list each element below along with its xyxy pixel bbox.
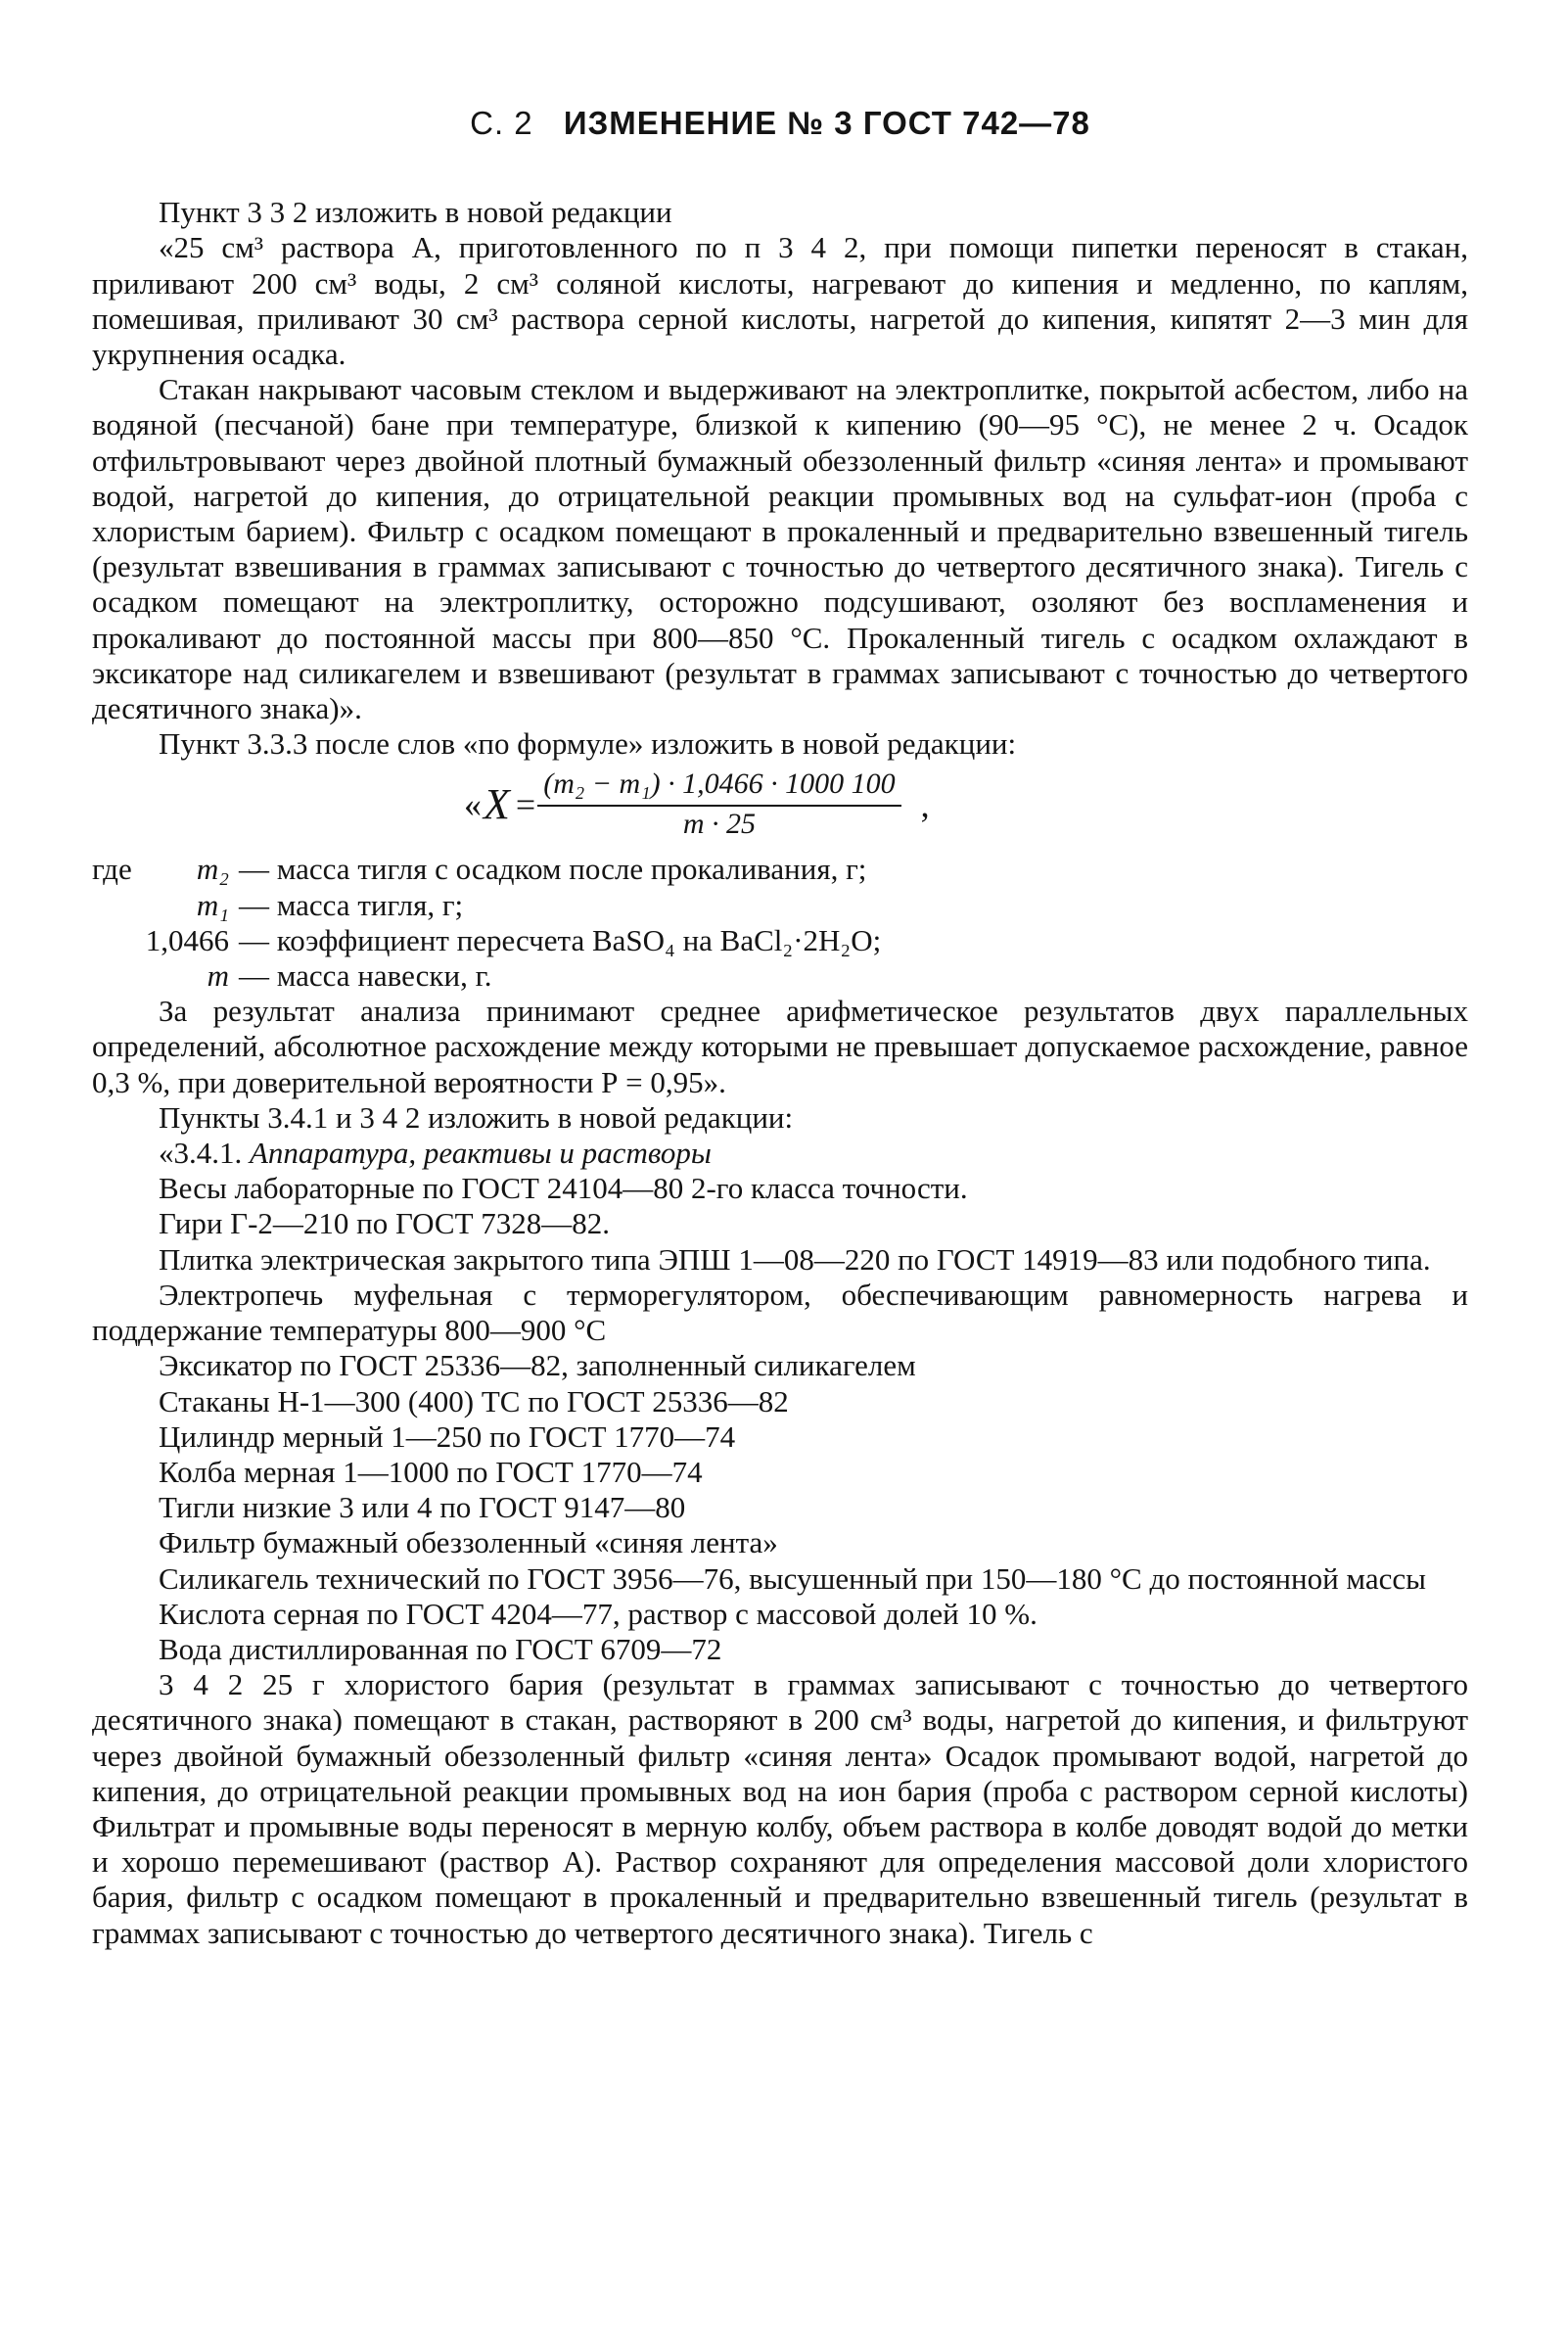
definition-symbol: 1,0466 — [145, 922, 229, 957]
page-title: ИЗМЕНЕНИЕ № 3 ГОСТ 742—78 — [563, 105, 1090, 141]
formula-denominator: m · 25 — [682, 808, 756, 841]
definition-row — [92, 923, 1468, 958]
definition-symbol: m — [207, 958, 229, 994]
equipment-list — [92, 1171, 1468, 1667]
definition-text: — масса тигля, г; — [239, 887, 464, 922]
page-number: С. 2 — [470, 105, 533, 141]
formula-fraction — [537, 767, 900, 842]
formula-trailing-comma: , — [920, 785, 930, 825]
list-item: Стаканы Н-1—300 (400) ТС по ГОСТ 25336—82 — [159, 1383, 789, 1418]
formula-block — [92, 762, 1468, 852]
definition-text: — коэффициент пересчета BaSO₄ на BaCl₂·2H₂O; — [239, 922, 882, 957]
paragraph-procedure-2: Стакан накрывают часовым стеклом и выдерживают на электроплитке, покрытой асбестом, либо на водяной (песчаной) бане при температуре, близкой к кипению (90—95 °С), не менее 2 ч. Осадок отфильтровывают через двойной плотный бумажный обеззоленный фильтр «синяя лента» и промывают водой, нагретой до кипения, до отрицательной реакции промывных вод на сульфат-ион (проба с хлористым барием). Фильтр с осадком помещают в прокаленный и предварительно взвешенный тигель (результат взвешивания в граммах записывают с точностью до четвертого десятичного знака). Тигель с осадком помещают на электроплитку, осторожно подсушивают, озоляют без воспламенения и прокаливают до постоянной массы при 800—850 °С. Прокаленный тигель с осадком охлаждают в эксикаторе над силикагелем и взвешивают (результат в граммах записывают с точностью до четвертого десятичного знака)». — [92, 372, 1468, 726]
section-title: Аппаратура, реактивы и растворы — [250, 1136, 712, 1171]
formula-open-quote: « — [464, 785, 482, 825]
list-item: Весы лабораторные по ГОСТ 24104—80 2-го класса точности. — [159, 1171, 968, 1206]
definition-row: где m₂ — масса тигля с осадком после прокаливания, г; — [92, 852, 1468, 887]
list-item: Эксикатор по ГОСТ 25336—82, заполненный силикагелем — [159, 1348, 916, 1383]
list-item: Цилиндр мерный 1—250 по ГОСТ 1770—74 — [159, 1418, 736, 1454]
formula-lhs: X — [484, 780, 510, 829]
paragraph-items-341-342: Пункты 3.4.1 и 3 4 2 изложить в новой редакции: — [159, 1099, 794, 1135]
paragraph-item-342: 3 4 2 25 г хлористого бария (результат в граммах записывают с точностью до четвертого десятичного знака) помещают в стакан, растворяют в 200 см³ воды, нагретой до кипения, и фильтруют через двойной бумажный обеззоленный фильтр «синяя лента» Осадок промывают водой, нагретой до кипения, до отрицательной реакции промывных вод на ион бария (проба с раствором серной кислоты) Фильтрат и промывные воды переносят в мерную колбу, объем раствора в колбе доводят водой до метки и хорошо перемешивают (раствор А). Раствор сохраняют для определения массовой доли хлористого бария, фильтр с осадком помещают в прокаленный и предварительно взвешенный тигель (результат в граммах записывают с точностью до четвертого десятичного знака). Тигель с — [92, 1667, 1468, 1950]
list-item: Колба мерная 1—1000 по ГОСТ 1770—74 — [159, 1454, 703, 1489]
definition-symbol: m₁ — [196, 887, 229, 922]
list-item: Кислота серная по ГОСТ 4204—77, раствор с массовой долей 10 %. — [159, 1596, 1038, 1631]
list-item: Электропечь муфельная с терморегулятором, обеспечивающим равномерность нагрева и поддержание температуры 800—900 °С — [92, 1277, 1468, 1348]
paragraph-result: За результат анализа принимают среднее арифметическое результатов двух параллельных определений, абсолютное расхождение между которыми не превышает допускаемое расхождение, равное 0,3 %, при доверительной вероятности Р = 0,95». — [92, 994, 1468, 1099]
definition-text: — масса тигля с осадком после прокаливания, г; — [239, 852, 867, 887]
definition-text: — масса навески, г. — [239, 958, 492, 994]
formula-equals: = — [515, 785, 536, 825]
list-item: Тигли низкие 3 или 4 по ГОСТ 9147—80 — [159, 1490, 686, 1525]
list-item: Силикагель технический по ГОСТ 3956—76, высушенный при 150—180 °С до постоянной массы — [159, 1560, 1426, 1596]
list-item: Плитка электрическая закрытого типа ЭПШ 1—08—220 по ГОСТ 14919—83 или подобного типа. — [159, 1241, 1431, 1277]
formula-numerator: (m₂ − m₁) · 1,0466 · 1000 100 — [537, 767, 900, 807]
paragraph-item-333: Пункт 3.3.3 после слов «по формуле» изложить в новой редакции: — [159, 726, 1017, 762]
formula-definitions — [92, 852, 1468, 994]
list-item: Вода дистиллированная по ГОСТ 6709—72 — [159, 1631, 722, 1666]
formula — [464, 767, 930, 842]
paragraph-item-332: Пункт 3 3 2 изложить в новой редакции — [159, 195, 672, 230]
list-item: Фильтр бумажный обеззоленный «синяя лента» — [159, 1525, 778, 1560]
section-number: «3.4.1. — [159, 1136, 243, 1171]
list-item: Гири Г-2—210 по ГОСТ 7328—82. — [159, 1206, 611, 1241]
definition-row — [92, 888, 1468, 923]
definition-row — [92, 958, 1468, 994]
page-header — [92, 106, 1468, 142]
paragraph-procedure-1: «25 см³ раствора А, приготовленного по п 3 4 2, при помощи пипетки переносят в стакан, приливают 200 см³ воды, 2 см³ соляной кислоты, нагревают до кипения и медленно, по каплям, помешивая, приливают 30 см³ раствора серной кислоты, нагретой до кипения, кипятят 2—3 мин для укрупнения осадка. — [92, 230, 1468, 372]
definition-symbol: m₂ — [196, 852, 229, 887]
section-heading — [92, 1136, 1468, 1171]
